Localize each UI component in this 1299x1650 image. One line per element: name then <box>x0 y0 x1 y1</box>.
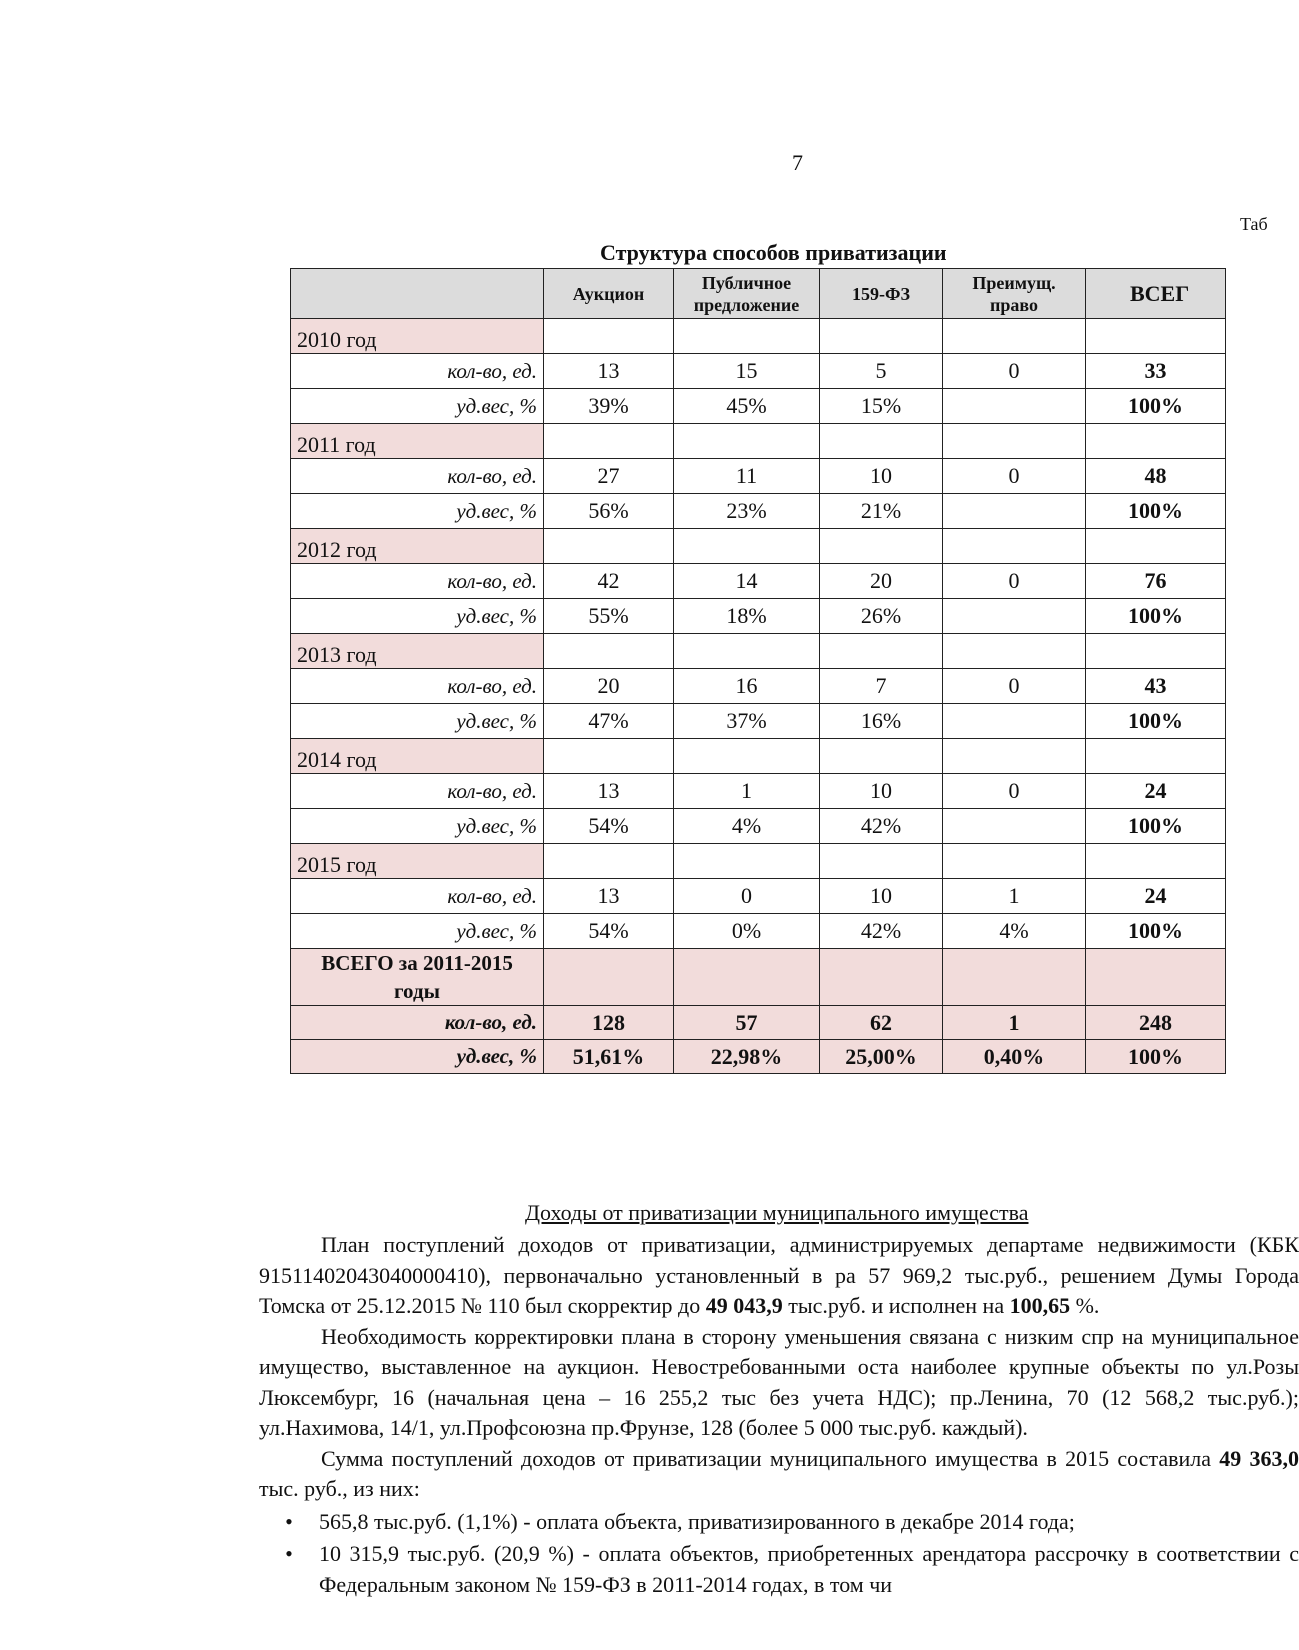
bullet-item <box>259 1539 1299 1600</box>
paragraph-income <box>259 1444 1299 1505</box>
p3-bold-1: 49 363,0 <box>1219 1445 1299 1471</box>
year-label: 2014 год <box>291 739 544 774</box>
share-label: уд.вес, % <box>291 389 544 424</box>
table-title: Структура способов приватизации <box>600 240 947 265</box>
count-row <box>291 774 1226 809</box>
bullet-text: 10 315,9 тыс.руб. (20,9 %) - оплата объектов, приобретенных арендатора рассрочку в соответствии с Федеральным законом № 159-ФЗ в 2011-2014 годах, в том чи <box>319 1541 1299 1597</box>
p1-bold-1: 49 043,9 <box>705 1293 783 1318</box>
share-label: уд.вес, % <box>291 914 544 949</box>
total-label-l1: ВСЕГО за 2011-2015 <box>321 951 513 975</box>
share-label: уд.вес, % <box>291 704 544 739</box>
total-count-cell: 1 <box>943 1006 1086 1040</box>
count-cell: 15 <box>674 354 820 389</box>
header-preemptive-right <box>943 269 1086 319</box>
body-text <box>259 1230 1299 1600</box>
count-label: кол-во, ед. <box>291 669 544 704</box>
share-row <box>291 704 1226 739</box>
count-row <box>291 669 1226 704</box>
header-auction: Аукцион <box>544 269 674 319</box>
total-count-cell: 57 <box>674 1006 820 1040</box>
year-row <box>291 739 1226 774</box>
share-cell: 0% <box>674 914 820 949</box>
share-cell: 16% <box>820 704 943 739</box>
total-label <box>291 949 544 1006</box>
share-cell: 15% <box>820 389 943 424</box>
count-cell: 13 <box>544 774 674 809</box>
count-cell: 14 <box>674 564 820 599</box>
count-cell: 0 <box>943 774 1086 809</box>
bullet-item <box>259 1507 1299 1538</box>
bullet-icon: • <box>285 1541 293 1566</box>
count-cell: 5 <box>820 354 943 389</box>
header-preemptive-l2: право <box>990 294 1038 315</box>
total-count-label: кол-во, ед. <box>291 1006 544 1040</box>
share-cell: 42% <box>820 914 943 949</box>
privatization-table <box>290 268 1226 1074</box>
total-count-cell: 128 <box>544 1006 674 1040</box>
page-number: 7 <box>792 150 803 175</box>
share-label: уд.вес, % <box>291 809 544 844</box>
year-label: 2010 год <box>291 319 544 354</box>
count-cell: 20 <box>820 564 943 599</box>
count-cell: 0 <box>943 564 1086 599</box>
count-cell: 76 <box>1086 564 1226 599</box>
share-cell: 4% <box>674 809 820 844</box>
year-label: 2013 год <box>291 634 544 669</box>
year-label: 2015 год <box>291 844 544 879</box>
share-cell: 18% <box>674 599 820 634</box>
count-cell: 48 <box>1086 459 1226 494</box>
count-row <box>291 879 1226 914</box>
year-row <box>291 844 1226 879</box>
total-count-cell: 62 <box>820 1006 943 1040</box>
share-cell: 100% <box>1086 914 1226 949</box>
count-cell: 10 <box>820 459 943 494</box>
paragraph-correction: Необходимость корректировки плана в сторону уменьшения связана с низким спр на муниципальное имущество, выставленное на аукцион. Невостребованными оста наиболее крупные объекты по ул.Розы Люксембург, 16 (начальная цена – 16 255,2 тыс без учета НДС); пр.Ленина, 70 (12 568,2 тыс.руб.); ул.Нахимова, 14/1, ул.Профсоюзна пр.Фрунзе, 128 (более 5 000 тыс.руб. каждый). <box>259 1323 1299 1440</box>
share-row <box>291 599 1226 634</box>
total-share-cell: 22,98% <box>674 1040 820 1074</box>
count-row <box>291 564 1226 599</box>
share-cell: 56% <box>544 494 674 529</box>
p3-text-1: Сумма поступлений доходов от приватизации муниципального имущества в 2015 составила <box>321 1445 1220 1471</box>
share-cell: 54% <box>544 809 674 844</box>
count-label: кол-во, ед. <box>291 879 544 914</box>
p1-text-2: тыс.руб. и исполнен на <box>782 1293 1010 1318</box>
share-cell: 21% <box>820 494 943 529</box>
share-cell <box>943 389 1086 424</box>
count-label: кол-во, ед. <box>291 774 544 809</box>
share-row <box>291 389 1226 424</box>
count-cell: 20 <box>544 669 674 704</box>
count-cell: 1 <box>943 879 1086 914</box>
year-row <box>291 634 1226 669</box>
header-public-offer-l1: Публичное <box>701 272 792 293</box>
count-label: кол-во, ед. <box>291 564 544 599</box>
count-cell: 27 <box>544 459 674 494</box>
count-row <box>291 354 1226 389</box>
bullet-icon: • <box>285 1508 293 1534</box>
count-cell: 11 <box>674 459 820 494</box>
share-cell: 54% <box>544 914 674 949</box>
count-cell: 42 <box>544 564 674 599</box>
count-label: кол-во, ед. <box>291 354 544 389</box>
share-cell <box>943 704 1086 739</box>
share-cell: 23% <box>674 494 820 529</box>
count-cell: 33 <box>1086 354 1226 389</box>
p1-text-3: %. <box>1070 1293 1100 1318</box>
total-count-row <box>291 1006 1226 1040</box>
share-cell <box>943 809 1086 844</box>
count-cell: 43 <box>1086 669 1226 704</box>
share-cell: 45% <box>674 389 820 424</box>
count-cell: 0 <box>674 879 820 914</box>
share-cell <box>943 494 1086 529</box>
share-cell: 100% <box>1086 494 1226 529</box>
share-cell: 39% <box>544 389 674 424</box>
count-cell: 16 <box>674 669 820 704</box>
share-row <box>291 809 1226 844</box>
total-share-label: уд.вес, % <box>291 1040 544 1074</box>
count-cell: 13 <box>544 354 674 389</box>
share-cell: 42% <box>820 809 943 844</box>
section-title: Доходы от приватизации муниципального имущества <box>525 1200 1029 1225</box>
header-public-offer <box>674 269 820 319</box>
count-cell: 10 <box>820 879 943 914</box>
share-cell: 100% <box>1086 704 1226 739</box>
years-body <box>291 319 1226 949</box>
total-share-cell: 0,40% <box>943 1040 1086 1074</box>
p1-bold-2: 100,65 <box>1009 1293 1071 1318</box>
share-label: уд.вес, % <box>291 599 544 634</box>
count-cell: 0 <box>943 669 1086 704</box>
year-row <box>291 319 1226 354</box>
share-cell: 55% <box>544 599 674 634</box>
paragraph-plan <box>259 1230 1299 1322</box>
header-total: ВСЕГ <box>1086 269 1226 319</box>
share-cell: 100% <box>1086 389 1226 424</box>
total-share-cell: 100% <box>1086 1040 1226 1074</box>
count-cell: 13 <box>544 879 674 914</box>
total-count-cell: 248 <box>1086 1006 1226 1040</box>
total-share-cell: 51,61% <box>544 1040 674 1074</box>
header-empty <box>291 269 544 319</box>
count-cell: 7 <box>820 669 943 704</box>
total-share-row <box>291 1040 1226 1074</box>
count-cell: 10 <box>820 774 943 809</box>
share-cell: 47% <box>544 704 674 739</box>
count-label: кол-во, ед. <box>291 459 544 494</box>
share-cell: 4% <box>943 914 1086 949</box>
header-public-offer-l2: предложение <box>693 294 800 315</box>
count-cell: 24 <box>1086 879 1226 914</box>
total-share-cell: 25,00% <box>820 1040 943 1074</box>
bullet-text: 565,8 тыс.руб. (1,1%) - оплата объекта, приватизированного в декабре 2014 года; <box>319 1508 1075 1534</box>
header-row <box>291 269 1226 319</box>
share-cell: 37% <box>674 704 820 739</box>
count-cell: 1 <box>674 774 820 809</box>
total-label-l2: годы <box>394 979 440 1003</box>
share-cell <box>943 599 1086 634</box>
share-label: уд.вес, % <box>291 494 544 529</box>
count-row <box>291 459 1226 494</box>
table-caption: Таб <box>1240 214 1268 234</box>
share-cell: 100% <box>1086 599 1226 634</box>
header-preemptive-l1: Преимущ. <box>972 272 1056 293</box>
year-label: 2012 год <box>291 529 544 564</box>
share-row <box>291 494 1226 529</box>
total-header-row <box>291 949 1226 1006</box>
count-cell: 0 <box>943 459 1086 494</box>
year-label: 2011 год <box>291 424 544 459</box>
share-cell: 100% <box>1086 809 1226 844</box>
share-row <box>291 914 1226 949</box>
count-cell: 24 <box>1086 774 1226 809</box>
year-row <box>291 424 1226 459</box>
p3-text-2: тыс. руб., из них: <box>259 1476 420 1501</box>
count-cell: 0 <box>943 354 1086 389</box>
year-row <box>291 529 1226 564</box>
p1-text-1: План поступлений доходов от приватизации, администрируемых департаме недвижимости (КБК 91511402043040000410), первоначально установленный в ра 57 969,2 тыс.руб., решением Думы Города Томска от 25.12.2015 № 110 был скорректир до <box>259 1232 1299 1318</box>
header-159fz: 159-ФЗ <box>820 269 943 319</box>
share-cell: 26% <box>820 599 943 634</box>
